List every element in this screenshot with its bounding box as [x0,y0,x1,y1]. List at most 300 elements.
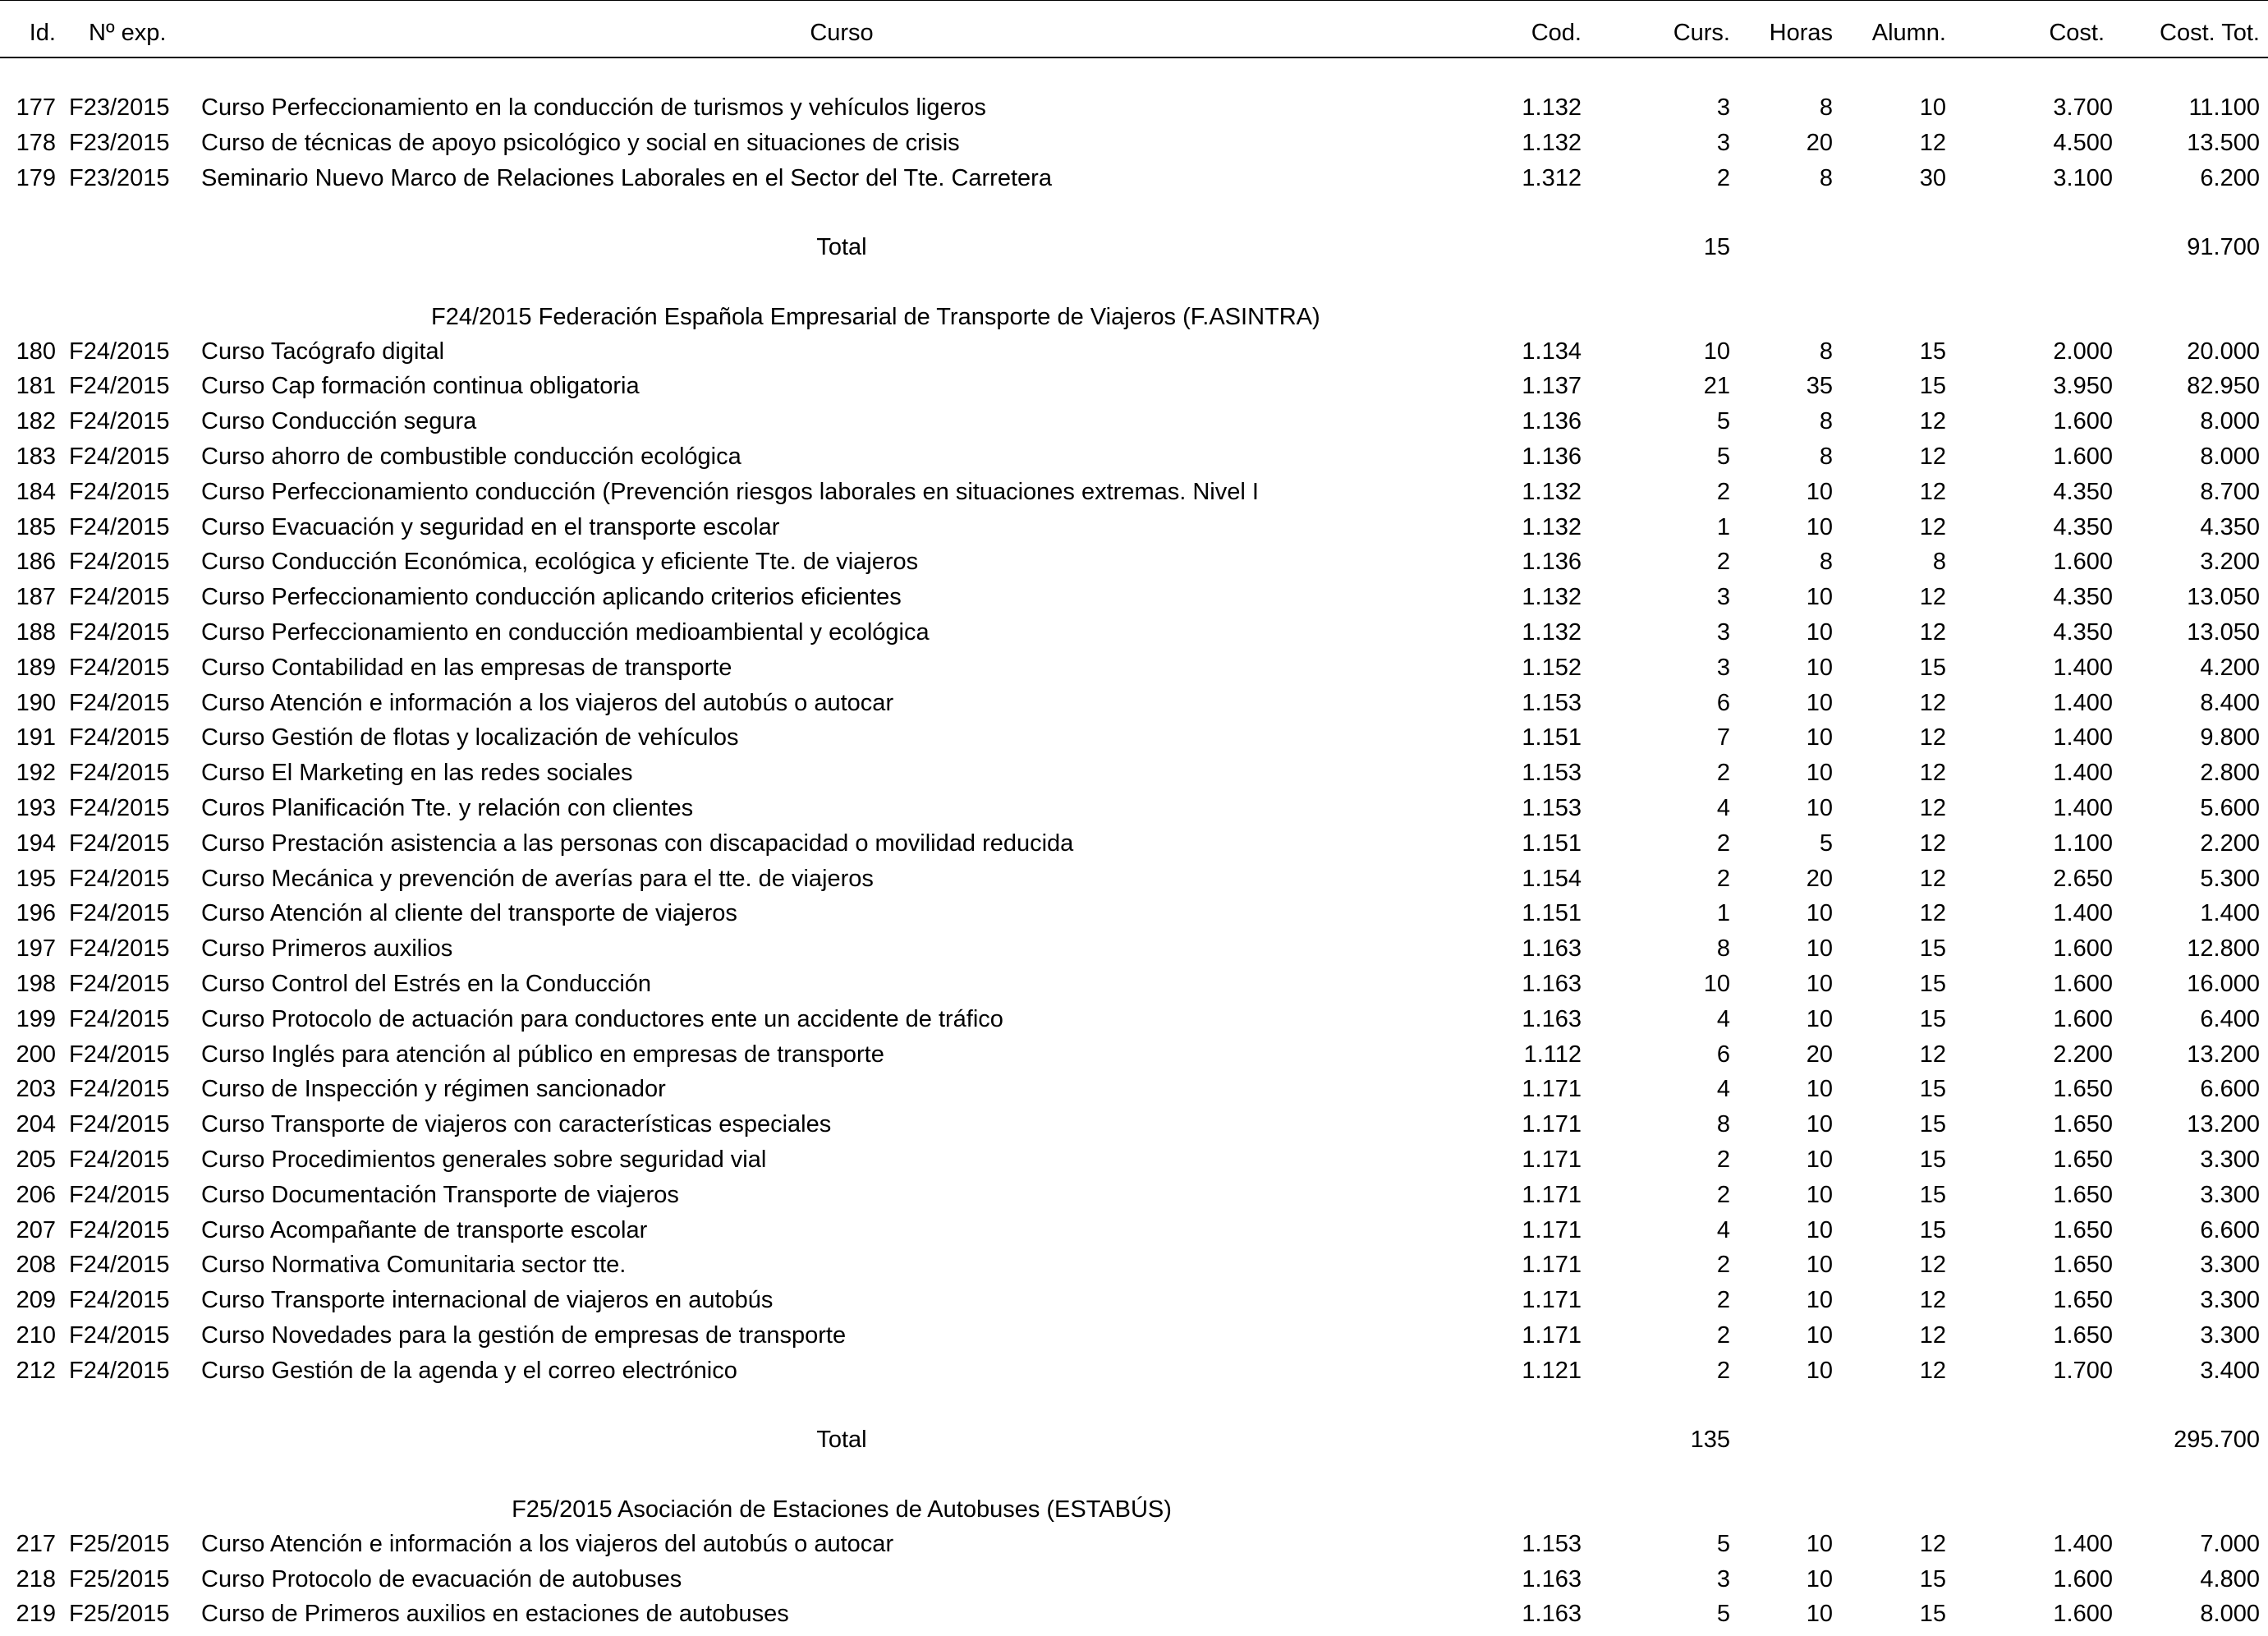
cell-curs: 10 [1703,971,1730,997]
cell-cost: 4.350 [2053,619,2113,646]
cell-cost-tot: 16.000 [2187,971,2260,997]
cell-horas: 10 [1806,1322,1833,1349]
cell-exp: F25/2015 [69,1565,170,1592]
cell-alumn: 12 [1919,478,1946,505]
cell-curs: 4 [1716,1005,1730,1032]
cell-cost-tot: 8.400 [2200,689,2260,716]
cell-cod: 1.171 [1522,1181,1582,1208]
cell-curs: 2 [1716,865,1730,892]
cell-cod: 1.132 [1522,478,1582,505]
cell-cod: 1.151 [1522,900,1582,927]
cell-id: 207 [16,1216,56,1243]
cell-id: 212 [16,1357,56,1384]
cell-alumn: 12 [1919,760,1946,787]
cell-cost-tot: 3.300 [2200,1147,2260,1173]
cell-alumn: 15 [1919,1216,1946,1243]
header-cost: Cost. [2049,20,2105,46]
cell-cost: 2.000 [2053,338,2113,365]
cell-cost-tot: 5.300 [2200,865,2260,892]
cell-curso: Curso Perfeccionamiento en conducción medioambiental y ecológica [201,619,930,646]
cell-cost-tot: 4.200 [2200,654,2260,681]
cell-alumn: 12 [1919,724,1946,751]
cell-cost: 1.400 [2053,654,2113,681]
cell-cod: 1.171 [1522,1287,1582,1314]
cell-horas: 10 [1806,935,1833,963]
total-label: Total [816,1427,867,1454]
cell-exp: F24/2015 [69,1322,170,1349]
header-curs: Curs. [1673,20,1730,46]
cell-cod: 1.153 [1522,795,1582,821]
cell-exp: F24/2015 [69,1216,170,1243]
cell-cost-tot: 13.200 [2187,1111,2260,1138]
cell-id: 186 [16,549,56,576]
cell-cost-tot: 6.600 [2200,1076,2260,1103]
cell-curs: 2 [1716,164,1730,191]
cell-cost-tot: 20.000 [2187,338,2260,365]
cell-id: 210 [16,1322,56,1349]
cell-cod: 1.171 [1522,1216,1582,1243]
cell-alumn: 12 [1919,1252,1946,1279]
header-id: Id. [29,20,56,46]
cell-curso: Curso Transporte internacional de viajeros en autobús [201,1287,774,1314]
cell-cod: 1.134 [1522,338,1582,365]
cell-curs: 5 [1716,443,1730,470]
cell-curs: 8 [1716,935,1730,963]
cell-alumn: 12 [1919,129,1946,156]
cell-id: 178 [16,129,56,156]
cell-exp: F24/2015 [69,443,170,470]
cell-alumn: 12 [1919,1287,1946,1314]
cell-curso: Curso Contabilidad en las empresas de transporte [201,654,732,681]
cell-curs: 3 [1716,94,1730,121]
cell-id: 203 [16,1076,56,1103]
cell-alumn: 12 [1919,619,1946,646]
cell-cost: 1.400 [2053,689,2113,716]
cell-id: 185 [16,513,56,540]
cell-cost-tot: 3.300 [2200,1287,2260,1314]
cell-horas: 8 [1819,443,1833,470]
cell-cod: 1.163 [1522,971,1582,997]
cell-cost: 1.600 [2053,1601,2113,1628]
cell-alumn: 8 [1932,549,1946,576]
cell-cost: 1.400 [2053,900,2113,927]
cell-cost-tot: 11.100 [2188,94,2260,121]
cell-id: 198 [16,971,56,997]
cell-id: 197 [16,935,56,963]
cell-curs: 2 [1716,760,1730,787]
cell-horas: 8 [1819,164,1833,191]
cell-horas: 10 [1806,1601,1833,1628]
cell-curs: 6 [1716,689,1730,716]
cell-id: 199 [16,1005,56,1032]
cell-cost: 4.500 [2053,129,2113,156]
cell-cost-tot: 3.400 [2200,1357,2260,1384]
cell-cod: 1.163 [1522,1601,1582,1628]
cell-id: 177 [16,94,56,121]
cell-id: 204 [16,1111,56,1138]
cell-curso: Curso Conducción Económica, ecológica y eficiente Tte. de viajeros [201,549,919,576]
cell-exp: F24/2015 [69,795,170,821]
total-label: Total [816,234,867,261]
cell-horas: 10 [1806,1252,1833,1279]
cell-curs: 4 [1716,1076,1730,1103]
cell-curs: 7 [1716,724,1730,751]
cell-cost: 4.350 [2053,478,2113,505]
header-divider [0,57,2268,58]
cell-alumn: 15 [1919,1111,1946,1138]
cell-cod: 1.132 [1522,129,1582,156]
total-curs: 135 [1690,1427,1730,1454]
cell-horas: 10 [1806,795,1833,821]
group-heading: F24/2015 Federación Española Empresarial de Transporte de Viajeros (F.ASINTRA) [431,303,1320,330]
cell-cost-tot: 3.300 [2200,1322,2260,1349]
cell-alumn: 15 [1919,1076,1946,1103]
cell-horas: 10 [1806,1181,1833,1208]
cell-exp: F24/2015 [69,619,170,646]
cell-exp: F23/2015 [69,94,170,121]
header-horas: Horas [1769,20,1833,46]
cell-exp: F24/2015 [69,900,170,927]
cell-cost: 1.600 [2053,1005,2113,1032]
cell-alumn: 12 [1919,900,1946,927]
cell-cod: 1.136 [1522,549,1582,576]
cell-cod: 1.151 [1522,829,1582,857]
cell-id: 205 [16,1147,56,1173]
cell-cost: 1.650 [2053,1216,2113,1243]
total-cost-tot: 295.700 [2174,1427,2260,1454]
cell-curso: Curso Novedades para la gestión de empresas de transporte [201,1322,847,1349]
cell-cod: 1.171 [1522,1076,1582,1103]
cell-curso: Curso ahorro de combustible conducción ecológica [201,443,741,470]
cell-id: 208 [16,1252,56,1279]
cell-alumn: 15 [1919,654,1946,681]
cell-exp: F25/2015 [69,1601,170,1628]
cell-horas: 20 [1806,865,1833,892]
cell-curs: 2 [1716,1322,1730,1349]
cell-curso: Curso Normativa Comunitaria sector tte. [201,1252,627,1279]
cell-alumn: 12 [1919,865,1946,892]
cell-cost-tot: 6.200 [2200,164,2260,191]
cell-id: 195 [16,865,56,892]
cell-alumn: 15 [1919,1601,1946,1628]
cell-curs: 2 [1716,1252,1730,1279]
cell-alumn: 15 [1919,1147,1946,1173]
cell-exp: F24/2015 [69,1111,170,1138]
cell-curso: Curso Perfeccionamiento en la conducción de turismos y vehículos ligeros [201,94,986,121]
cell-cost: 1.650 [2053,1076,2113,1103]
cell-curs: 3 [1716,1565,1730,1592]
cell-curso: Curso Gestión de la agenda y el correo electrónico [201,1357,737,1384]
cell-cost-tot: 6.600 [2200,1216,2260,1243]
cell-curso: Curso Protocolo de actuación para conductores ente un accidente de tráfico [201,1005,1003,1032]
cell-exp: F24/2015 [69,1041,170,1068]
cell-curso: Curso Conducción segura [201,408,477,435]
cell-id: 181 [16,373,56,400]
cell-cost: 1.600 [2053,408,2113,435]
cell-curs: 5 [1716,1601,1730,1628]
cell-cost: 1.100 [2053,829,2113,857]
cell-horas: 10 [1806,1216,1833,1243]
cell-horas: 10 [1806,1565,1833,1592]
total-curs: 15 [1703,234,1730,261]
cell-id: 196 [16,900,56,927]
cell-cost-tot: 2.800 [2200,760,2260,787]
cell-curs: 3 [1716,619,1730,646]
cell-curs: 2 [1716,1287,1730,1314]
cell-curs: 1 [1716,513,1730,540]
cell-cost-tot: 8.000 [2200,408,2260,435]
cell-exp: F24/2015 [69,338,170,365]
cell-curso: Curso Perfeccionamiento conducción (Prevención riesgos laborales en situaciones extremas. Nivel I [201,478,1259,505]
group-heading: F25/2015 Asociación de Estaciones de Autobuses (ESTABÚS) [512,1496,1172,1523]
cell-horas: 8 [1819,549,1833,576]
cell-cost: 2.650 [2053,865,2113,892]
cell-curs: 2 [1716,1181,1730,1208]
cell-curs: 5 [1716,408,1730,435]
cell-alumn: 15 [1919,1005,1946,1032]
cell-cost-tot: 13.500 [2187,129,2260,156]
cell-cost-tot: 7.000 [2200,1530,2260,1557]
cell-exp: F24/2015 [69,549,170,576]
cell-id: 183 [16,443,56,470]
cell-id: 191 [16,724,56,751]
cell-alumn: 12 [1919,795,1946,821]
cell-cost: 1.600 [2053,443,2113,470]
cell-curs: 21 [1703,373,1730,400]
cell-horas: 35 [1806,373,1833,400]
cell-cost-tot: 5.600 [2200,795,2260,821]
cell-curs: 10 [1703,338,1730,365]
cell-curso: Curso Procedimientos generales sobre seguridad vial [201,1147,767,1173]
cell-curs: 2 [1716,1147,1730,1173]
cell-curso: Curos Planificación Tte. y relación con clientes [201,795,694,821]
cell-exp: F24/2015 [69,865,170,892]
cell-exp: F24/2015 [69,971,170,997]
cell-horas: 20 [1806,1041,1833,1068]
cell-cost: 1.650 [2053,1111,2113,1138]
cell-cost-tot: 3.300 [2200,1181,2260,1208]
cell-cod: 1.154 [1522,865,1582,892]
cell-cost: 3.100 [2053,164,2113,191]
cell-cost-tot: 3.300 [2200,1252,2260,1279]
cell-cod: 1.132 [1522,584,1582,611]
cell-horas: 10 [1806,654,1833,681]
cell-cod: 1.163 [1522,935,1582,963]
cell-cost: 1.400 [2053,724,2113,751]
cell-cost: 1.400 [2053,1530,2113,1557]
cell-exp: F23/2015 [69,164,170,191]
cell-cod: 1.151 [1522,724,1582,751]
cell-horas: 8 [1819,408,1833,435]
cell-horas: 10 [1806,1530,1833,1557]
cell-alumn: 12 [1919,1041,1946,1068]
cell-id: 187 [16,584,56,611]
cell-curso: Curso El Marketing en las redes sociales [201,760,633,787]
cell-cost: 1.600 [2053,549,2113,576]
header-cod: Cod. [1531,20,1582,46]
cell-exp: F24/2015 [69,760,170,787]
cell-id: 192 [16,760,56,787]
cell-cost: 3.950 [2053,373,2113,400]
cell-cod: 1.132 [1522,619,1582,646]
cell-cost: 3.700 [2053,94,2113,121]
header-cost-tot: Cost. Tot. [2160,20,2260,46]
cell-cod: 1.171 [1522,1322,1582,1349]
cell-cod: 1.132 [1522,513,1582,540]
cell-curso: Curso Inglés para atención al público en empresas de transporte [201,1041,884,1068]
cell-curso: Curso Evacuación y seguridad en el transporte escolar [201,513,780,540]
cell-curs: 4 [1716,795,1730,821]
cell-cost: 1.650 [2053,1147,2113,1173]
cell-exp: F24/2015 [69,408,170,435]
cell-cod: 1.171 [1522,1111,1582,1138]
cell-exp: F23/2015 [69,129,170,156]
cell-cost-tot: 82.950 [2187,373,2260,400]
cell-id: 209 [16,1287,56,1314]
header-curso: Curso [810,20,874,46]
cell-horas: 10 [1806,900,1833,927]
cell-cost: 1.600 [2053,935,2113,963]
cell-alumn: 12 [1919,1530,1946,1557]
cell-exp: F24/2015 [69,829,170,857]
cell-cod: 1.171 [1522,1252,1582,1279]
cell-cost-tot: 13.050 [2187,619,2260,646]
cell-exp: F24/2015 [69,1076,170,1103]
cell-curs: 2 [1716,549,1730,576]
cell-cost-tot: 4.350 [2200,513,2260,540]
cell-cost-tot: 2.200 [2200,829,2260,857]
cell-id: 190 [16,689,56,716]
cell-curso: Curso Protocolo de evacuación de autobuses [201,1565,682,1592]
cell-horas: 10 [1806,1005,1833,1032]
cell-id: 206 [16,1181,56,1208]
cell-exp: F24/2015 [69,1181,170,1208]
cell-exp: F24/2015 [69,935,170,963]
cell-cost-tot: 6.400 [2200,1005,2260,1032]
cell-id: 184 [16,478,56,505]
cell-cost-tot: 8.000 [2200,443,2260,470]
cell-exp: F24/2015 [69,478,170,505]
cell-cost: 2.200 [2053,1041,2113,1068]
cell-cost-tot: 13.050 [2187,584,2260,611]
cell-cod: 1.136 [1522,443,1582,470]
cell-curso: Seminario Nuevo Marco de Relaciones Laborales en el Sector del Tte. Carretera [201,164,1052,191]
cell-exp: F24/2015 [69,1357,170,1384]
cell-alumn: 12 [1919,829,1946,857]
cell-curso: Curso Documentación Transporte de viajeros [201,1181,679,1208]
cell-curso: Curso Atención al cliente del transporte de viajeros [201,900,737,927]
cell-cost-tot: 8.700 [2200,478,2260,505]
cell-cost: 1.600 [2053,1565,2113,1592]
cell-cod: 1.112 [1523,1041,1582,1068]
cell-id: 193 [16,795,56,821]
cell-alumn: 12 [1919,1357,1946,1384]
cell-alumn: 12 [1919,1322,1946,1349]
cell-curs: 8 [1716,1111,1730,1138]
cell-alumn: 15 [1919,338,1946,365]
cell-curs: 6 [1716,1041,1730,1068]
cell-exp: F24/2015 [69,373,170,400]
cell-curso: Curso Cap formación continua obligatoria [201,373,640,400]
cell-alumn: 15 [1919,1565,1946,1592]
cell-id: 217 [16,1530,56,1557]
cell-horas: 10 [1806,724,1833,751]
cell-cost: 1.700 [2053,1357,2113,1384]
cell-horas: 5 [1819,829,1833,857]
cell-curs: 4 [1716,1216,1730,1243]
cell-cod: 1.137 [1522,373,1582,400]
cell-horas: 8 [1819,94,1833,121]
cell-cod: 1.152 [1522,654,1582,681]
header-exp: Nº exp. [89,20,167,46]
cell-id: 194 [16,829,56,857]
cell-cost: 1.600 [2053,971,2113,997]
cell-curso: Curso Transporte de viajeros con características especiales [201,1111,832,1138]
cell-horas: 10 [1806,1111,1833,1138]
cell-cost: 4.350 [2053,513,2113,540]
cell-exp: F24/2015 [69,654,170,681]
cell-curs: 5 [1716,1530,1730,1557]
cell-cod: 1.153 [1522,689,1582,716]
cell-horas: 10 [1806,760,1833,787]
cell-alumn: 15 [1919,1181,1946,1208]
cell-cost-tot: 4.800 [2200,1565,2260,1592]
cell-exp: F24/2015 [69,1005,170,1032]
cell-cost: 1.650 [2053,1322,2113,1349]
cell-curso: Curso Prestación asistencia a las personas con discapacidad o movilidad reducida [201,829,1074,857]
cell-id: 182 [16,408,56,435]
cell-exp: F24/2015 [69,1147,170,1173]
cell-curso: Curso de técnicas de apoyo psicológico y social en situaciones de crisis [201,129,960,156]
cell-cod: 1.312 [1522,164,1582,191]
cell-id: 219 [16,1601,56,1628]
cell-cost: 4.350 [2053,584,2113,611]
cell-curso: Curso Primeros auxilios [201,935,453,963]
cell-cost-tot: 13.200 [2187,1041,2260,1068]
cell-cod: 1.163 [1522,1005,1582,1032]
cell-horas: 10 [1806,1357,1833,1384]
cell-id: 218 [16,1565,56,1592]
cell-curs: 2 [1716,478,1730,505]
cell-id: 188 [16,619,56,646]
cell-curs: 1 [1716,900,1730,927]
cell-curs: 3 [1716,584,1730,611]
cell-cost: 1.650 [2053,1287,2113,1314]
cell-curso: Curso Mecánica y prevención de averías para el tte. de viajeros [201,865,874,892]
total-cost-tot: 91.700 [2187,234,2260,261]
cell-id: 179 [16,164,56,191]
cell-cost: 1.650 [2053,1252,2113,1279]
cell-alumn: 30 [1919,164,1946,191]
cell-alumn: 12 [1919,408,1946,435]
cell-horas: 10 [1806,619,1833,646]
cell-horas: 10 [1806,1287,1833,1314]
cell-horas: 20 [1806,129,1833,156]
cell-exp: F24/2015 [69,513,170,540]
cell-curs: 3 [1716,129,1730,156]
cell-curso: Curso Control del Estrés en la Conducción [201,971,652,997]
cell-exp: F25/2015 [69,1530,170,1557]
cell-alumn: 15 [1919,373,1946,400]
cell-cod: 1.136 [1522,408,1582,435]
cell-curso: Curso Gestión de flotas y localización de vehículos [201,724,739,751]
cell-cost: 1.650 [2053,1181,2113,1208]
cell-curs: 2 [1716,1357,1730,1384]
cell-alumn: 15 [1919,971,1946,997]
cell-cod: 1.163 [1522,1565,1582,1592]
cell-exp: F24/2015 [69,1287,170,1314]
cell-exp: F24/2015 [69,724,170,751]
